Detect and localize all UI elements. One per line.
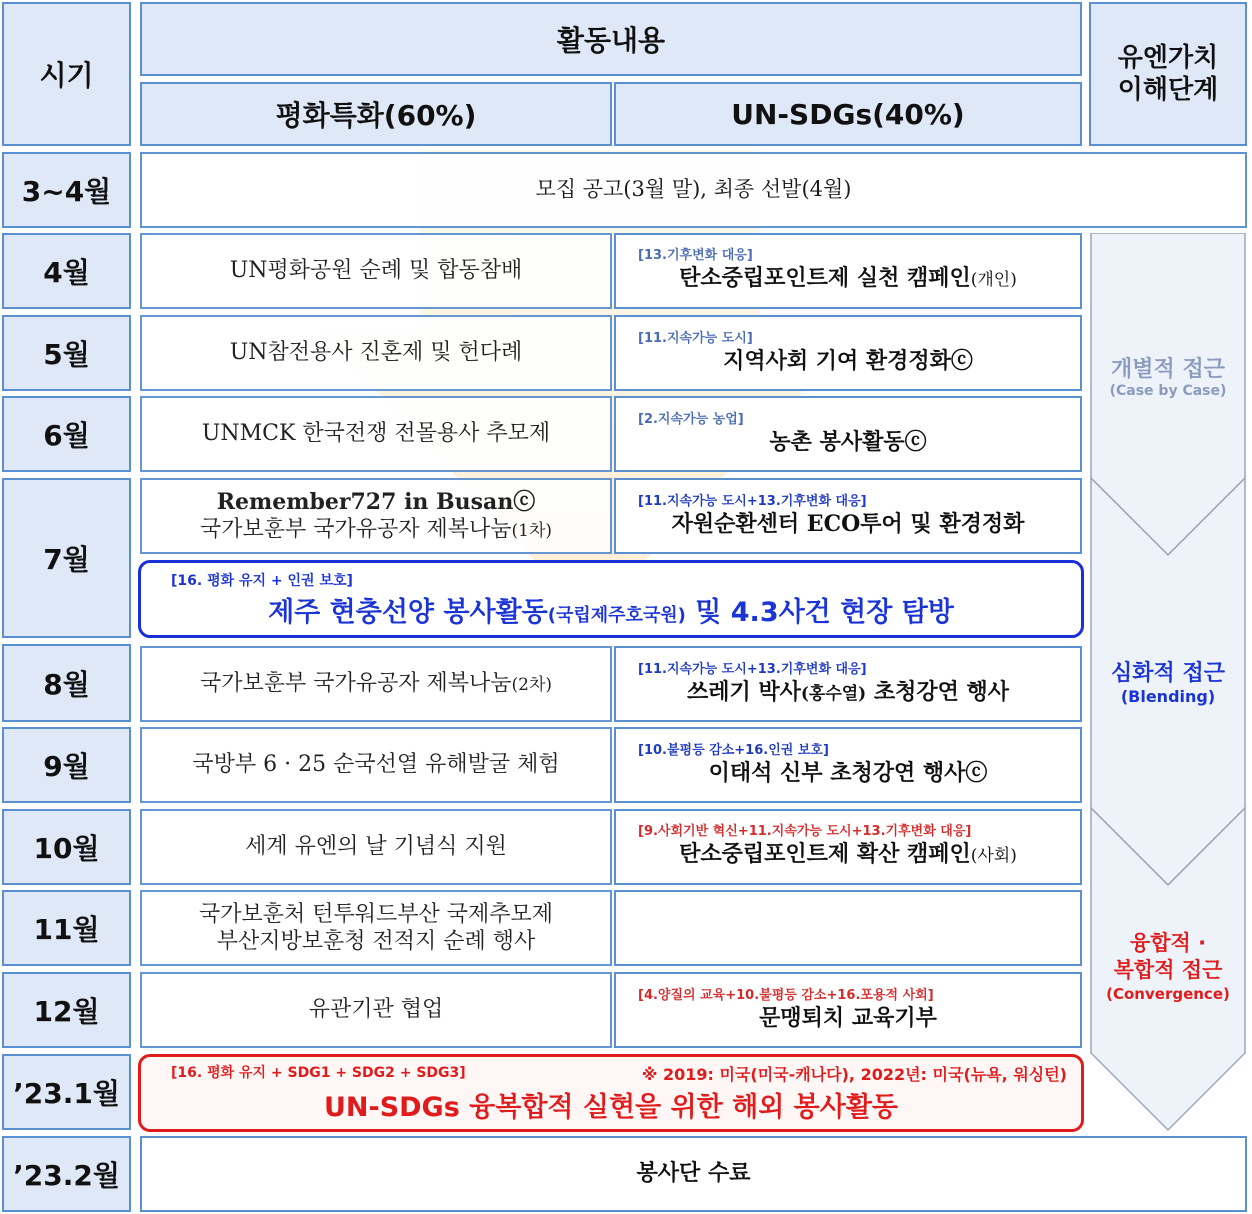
period-cell: ’23.1월 (2, 1054, 131, 1130)
jeju-highlight-box (138, 560, 1084, 638)
peace-activity-suffix: (2차) (511, 674, 553, 695)
period-cell: 8월 (2, 644, 131, 722)
completion-cell: 봉사단 수료 (140, 1136, 1247, 1212)
sdg-tag: [13.기후변화 대응] (638, 248, 753, 264)
period-cell: 4월 (2, 233, 131, 309)
peace-activity-line1: 국가보훈처 턴투워드부산 국제추모제 (198, 901, 554, 927)
sdg-activity-text: 쓰레기 박사 (686, 678, 801, 705)
sdg-activity-cell (614, 809, 1082, 885)
header-activities: 활동내용 (140, 2, 1082, 76)
stage3-sub: (Convergence) (1106, 984, 1230, 1003)
overseas-tag: [16. 평화 유지 + SDG1 + SDG2 + SDG3] (171, 1065, 466, 1081)
sdg-activity-cell (614, 646, 1082, 722)
sdg-activity-cell (614, 396, 1082, 472)
header-peace: 평화특화(60%) (140, 82, 612, 146)
overseas-text: UN-SDGs 융복합적 실현을 위한 해외 봉사활동 (323, 1092, 899, 1123)
peace-activity-cell: UN참전용사 진혼제 및 헌다례 (140, 315, 612, 391)
sdg-activity-text: 탄소중립포인트제 확산 캠페인 (679, 841, 971, 867)
period-cell: 9월 (2, 727, 131, 803)
sdg-activity-mid: (홍수열) (800, 683, 867, 704)
period-cell: 10월 (2, 809, 131, 885)
stage-label-1 (1089, 352, 1247, 399)
peace-activity-cell (140, 478, 612, 554)
header-stage-line1: 유엔가치 (1117, 42, 1219, 73)
peace-activity-cell: 국방부 6 · 25 순국선열 유해발굴 체험 (140, 727, 612, 803)
peace-activity-cell (140, 646, 612, 722)
period-cell: 5월 (2, 315, 131, 391)
peace-activity-line2: 부산지방보훈청 전적지 순례 행사 (216, 929, 536, 954)
sdg-activity-text: 자원순환센터 ECO투어 및 환경정화 (671, 510, 1025, 537)
peace-activity-cell: 세계 유엔의 날 기념식 지원 (140, 809, 612, 885)
overseas-note: ※ 2019: 미국(미국-캐나다), 2022년: 미국(뉴욕, 워싱턴) (641, 1065, 1067, 1084)
sdg-tag: [9.사회기반 혁신+11.지속가능 도시+13.기후변화 대응] (638, 824, 972, 840)
jeju-tag: [16. 평화 유지 + 인권 보호] (171, 572, 353, 589)
stage3-line1: 융합적 · (1129, 931, 1207, 955)
peace-activity-cell (140, 890, 612, 966)
sdg-tag: [11.지속가능 도시+13.기후변화 대응] (638, 661, 867, 677)
stage-label-2 (1089, 656, 1247, 706)
sdg-activity-cell (614, 972, 1082, 1048)
sdg-activity-text: 문맹퇴치 교육기부 (759, 1004, 937, 1031)
sdg-activity-text: 이태석 신부 초청강연 행사ⓒ (708, 759, 988, 786)
recruitment-cell: 모집 공고(3월 말), 최종 선발(4월) (140, 152, 1247, 228)
sdg-tag: [2.지속가능 농업] (638, 411, 744, 427)
sdg-activity-end: 초청강연 행사 (866, 678, 1010, 705)
stage2-title: 심화적 접근 (1111, 661, 1225, 686)
peace-activity-line2: 국가보훈부 국가유공자 제복나눔 (199, 517, 512, 542)
peace-activity-cell: 유관기관 협업 (140, 972, 612, 1048)
sdg-activity-text: 지역사회 기여 환경정화ⓒ (723, 347, 973, 374)
sdg-tag: [10.불평등 감소+16.인권 보호] (638, 742, 829, 758)
stage1-sub: (Case by Case) (1109, 383, 1227, 399)
sdg-activity-cell (614, 478, 1082, 554)
sdg-activity-cell-empty (614, 890, 1082, 966)
peace-activity-suffix: (1차) (511, 521, 553, 541)
sdg-activity-cell (614, 727, 1082, 803)
header-sdgs: UN-SDGs(40%) (614, 82, 1082, 146)
header-period: 시기 (2, 2, 131, 146)
period-cell: 6월 (2, 396, 131, 472)
stage2-sub: (Blending) (1120, 687, 1216, 706)
period-cell: 12월 (2, 972, 131, 1048)
peace-activity-cell: UN평화공원 순례 및 합동참배 (140, 233, 612, 309)
sdg-activity-suffix: (사회) (970, 846, 1017, 866)
header-stage-line2: 이해단계 (1117, 75, 1219, 105)
overseas-highlight-box (138, 1054, 1084, 1132)
sdg-tag: [4.양질의 교육+10.불평등 감소+16.포용적 사회] (638, 987, 934, 1003)
jeju-text-main: 제주 현충선양 봉사활동 (268, 596, 548, 628)
stage-label-3 (1089, 930, 1247, 1004)
period-cell: 11월 (2, 890, 131, 966)
peace-activity-text: 국가보훈부 국가유공자 제복나눔 (199, 670, 512, 696)
sdg-tag: [11.지속가능 도시+13.기후변화 대응] (638, 493, 867, 509)
sdg-activity-suffix: (개인) (970, 270, 1017, 290)
period-cell: 7월 (2, 478, 131, 638)
peace-activity-cell: UNMCK 한국전쟁 전몰용사 추모제 (140, 396, 612, 472)
period-cell: ’23.2월 (2, 1136, 131, 1212)
sdg-activity-text: 탄소중립포인트제 실천 캠페인 (679, 265, 971, 291)
stage1-title: 개별적 접근 (1111, 357, 1225, 382)
header-stage (1089, 2, 1247, 146)
peace-activity-line1: Remember727 in Busanⓒ (216, 488, 536, 515)
period-cell: 3~4월 (2, 152, 131, 228)
jeju-text-end: 및 4.3사건 현장 탐방 (685, 596, 954, 628)
sdg-activity-cell (614, 233, 1082, 309)
sdg-activity-text: 농촌 봉사활동ⓒ (769, 428, 927, 455)
sdg-tag: [11.지속가능 도시] (638, 330, 753, 346)
stage3-line2: 복합적 접근 (1113, 958, 1223, 983)
sdg-activity-cell (614, 315, 1082, 391)
jeju-text-place: (국립제주호국원) (547, 604, 686, 626)
